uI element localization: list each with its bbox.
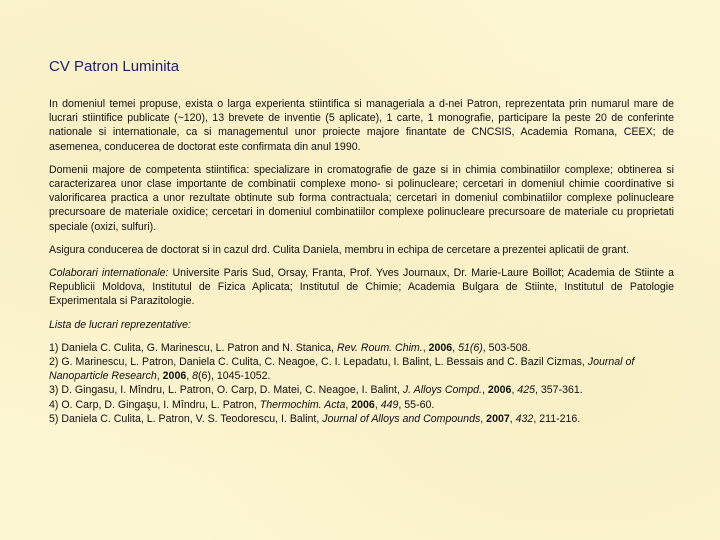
publication-separator: , [186, 370, 193, 383]
publication-authors: Daniela C. Culita, L. Patron, V. S. Teodorescu, I. Balint, [61, 412, 323, 425]
publication-volume: 51(6) [458, 341, 483, 354]
publication-year: 2007 [486, 412, 510, 425]
publication-item [49, 355, 674, 383]
publication-year: 2006 [487, 384, 512, 397]
publication-journal: Journal of Alloys and Compounds [322, 412, 481, 425]
publication-number: 1) [49, 341, 62, 354]
doctorate-paragraph: Asigura conducerea de doctorat si in cazul drd. Culita Daniela, membru in echipa de cercetare a prezentei aplicatii de grant. [49, 243, 630, 256]
publication-pages: , 503-508. [482, 341, 531, 354]
publication-item [49, 341, 674, 355]
publication-journal: Rev. Roum. Chim. [336, 341, 423, 354]
publication-separator: , [480, 412, 487, 425]
publication-volume: 425 [517, 384, 536, 397]
collaborations-text: Universite Paris Sud, Orsay, Franta, Prof. Yves Journaux, Dr. Marie-Laure Boillot; Academia de Stiinte a Republicii Moldova, Institutul de Fizica Aplicata; Institutul de Chimie; Academia Bulgara de Stiinte, Institutul de Patologie Experimentala si Parazitologie. [49, 267, 674, 308]
publication-separator: , [374, 398, 381, 411]
publication-separator: , [345, 398, 352, 411]
publication-authors: O. Carp, D. Gingaşu, I. Mîndru, L. Patron, [61, 398, 260, 411]
publication-number: 4) [49, 398, 62, 411]
cv-content [49, 97, 674, 426]
publication-number: 3) [49, 384, 62, 397]
publication-separator: , [422, 341, 429, 354]
publication-item [49, 383, 674, 397]
publication-journal: J. Alloys Compd. [402, 384, 482, 397]
publications-list [49, 341, 674, 426]
publication-item [49, 412, 674, 426]
publication-volume: 8 [192, 370, 199, 383]
publication-number: 2) [49, 356, 62, 369]
publication-authors: D. Gingasu, I. Mîndru, L. Patron, O. Carp, D. Matei, C. Neagoe, I. Balint, [61, 384, 403, 397]
collaborations-paragraph [49, 266, 674, 309]
publication-separator: , [481, 384, 488, 397]
publication-pages: (6), 1045-1052. [198, 370, 271, 383]
publication-separator: , [509, 412, 516, 425]
publication-pages: , 357-361. [535, 384, 583, 397]
publication-journal: Thermochim. Acta [259, 398, 346, 411]
publication-year: 2006 [162, 370, 187, 383]
publication-year: 2006 [351, 398, 375, 411]
publication-authors: G. Marinescu, L. Patron, Daniela C. Culita, C. Neagoe, C. I. Lepadatu, I. Balint, L. Bessais and C. Bazil Cizmas, [61, 356, 588, 369]
publication-number: 5) [49, 412, 62, 425]
publication-volume: 432 [515, 412, 534, 425]
publication-separator: , [156, 370, 163, 383]
competence-paragraph: Domenii majore de competenta stiintifica: specializare in cromatografie de gaze si in chimia combinatiilor complexe; obtinerea si caracterizarea unor clase importante de combinatii complexe mono- si polinucleare; cercetari in domeniul chimie coordinative si valorificarea practica a unor rezultate obtinute sub forma contractuala; cercetari in domeniul combinatiilor complexe polinucleare precursoare de materiale oxidice; cercetari in domeniul combinatiilor complexe polinucleare precursoare de materiale cu proprietati speciale (oxizi, sulfuri). [49, 163, 674, 233]
publication-pages: , 55-60. [398, 398, 435, 411]
publication-journal: Journal of Nanoparticle Research [49, 356, 635, 383]
publication-separator: , [511, 384, 518, 397]
publication-separator: , [452, 341, 459, 354]
experience-paragraph: In domeniul temei propuse, exista o larga experienta stiintifica si manageriala a d-nei Patron, reprezentata prin numarul mare de lucrari stiintifice publicate (~120), 13 brevete de inventie (5 aplicate), 1 carte, 1 monografie, participare la peste 20 de conferinte nationale si internationale, ca si managementul unor proiecte majore finantate de CNCSIS, Academia Romana, CEEX; de asemenea, conducerea de doctorat este confirmata din anul 1990. [49, 98, 674, 153]
page-title: CV Patron Luminita [49, 58, 180, 75]
publication-pages: , 211-216. [533, 412, 581, 425]
publication-volume: 449 [380, 398, 399, 411]
publication-authors: Daniela C. Culita, G. Marinescu, L. Patron and N. Stanica, [61, 341, 337, 354]
publications-list-label: Lista de lucrari reprezentative: [49, 318, 191, 331]
collaborations-label: Colaborari internationale: [49, 267, 169, 280]
publication-year: 2006 [428, 341, 453, 354]
publication-item [49, 398, 674, 412]
